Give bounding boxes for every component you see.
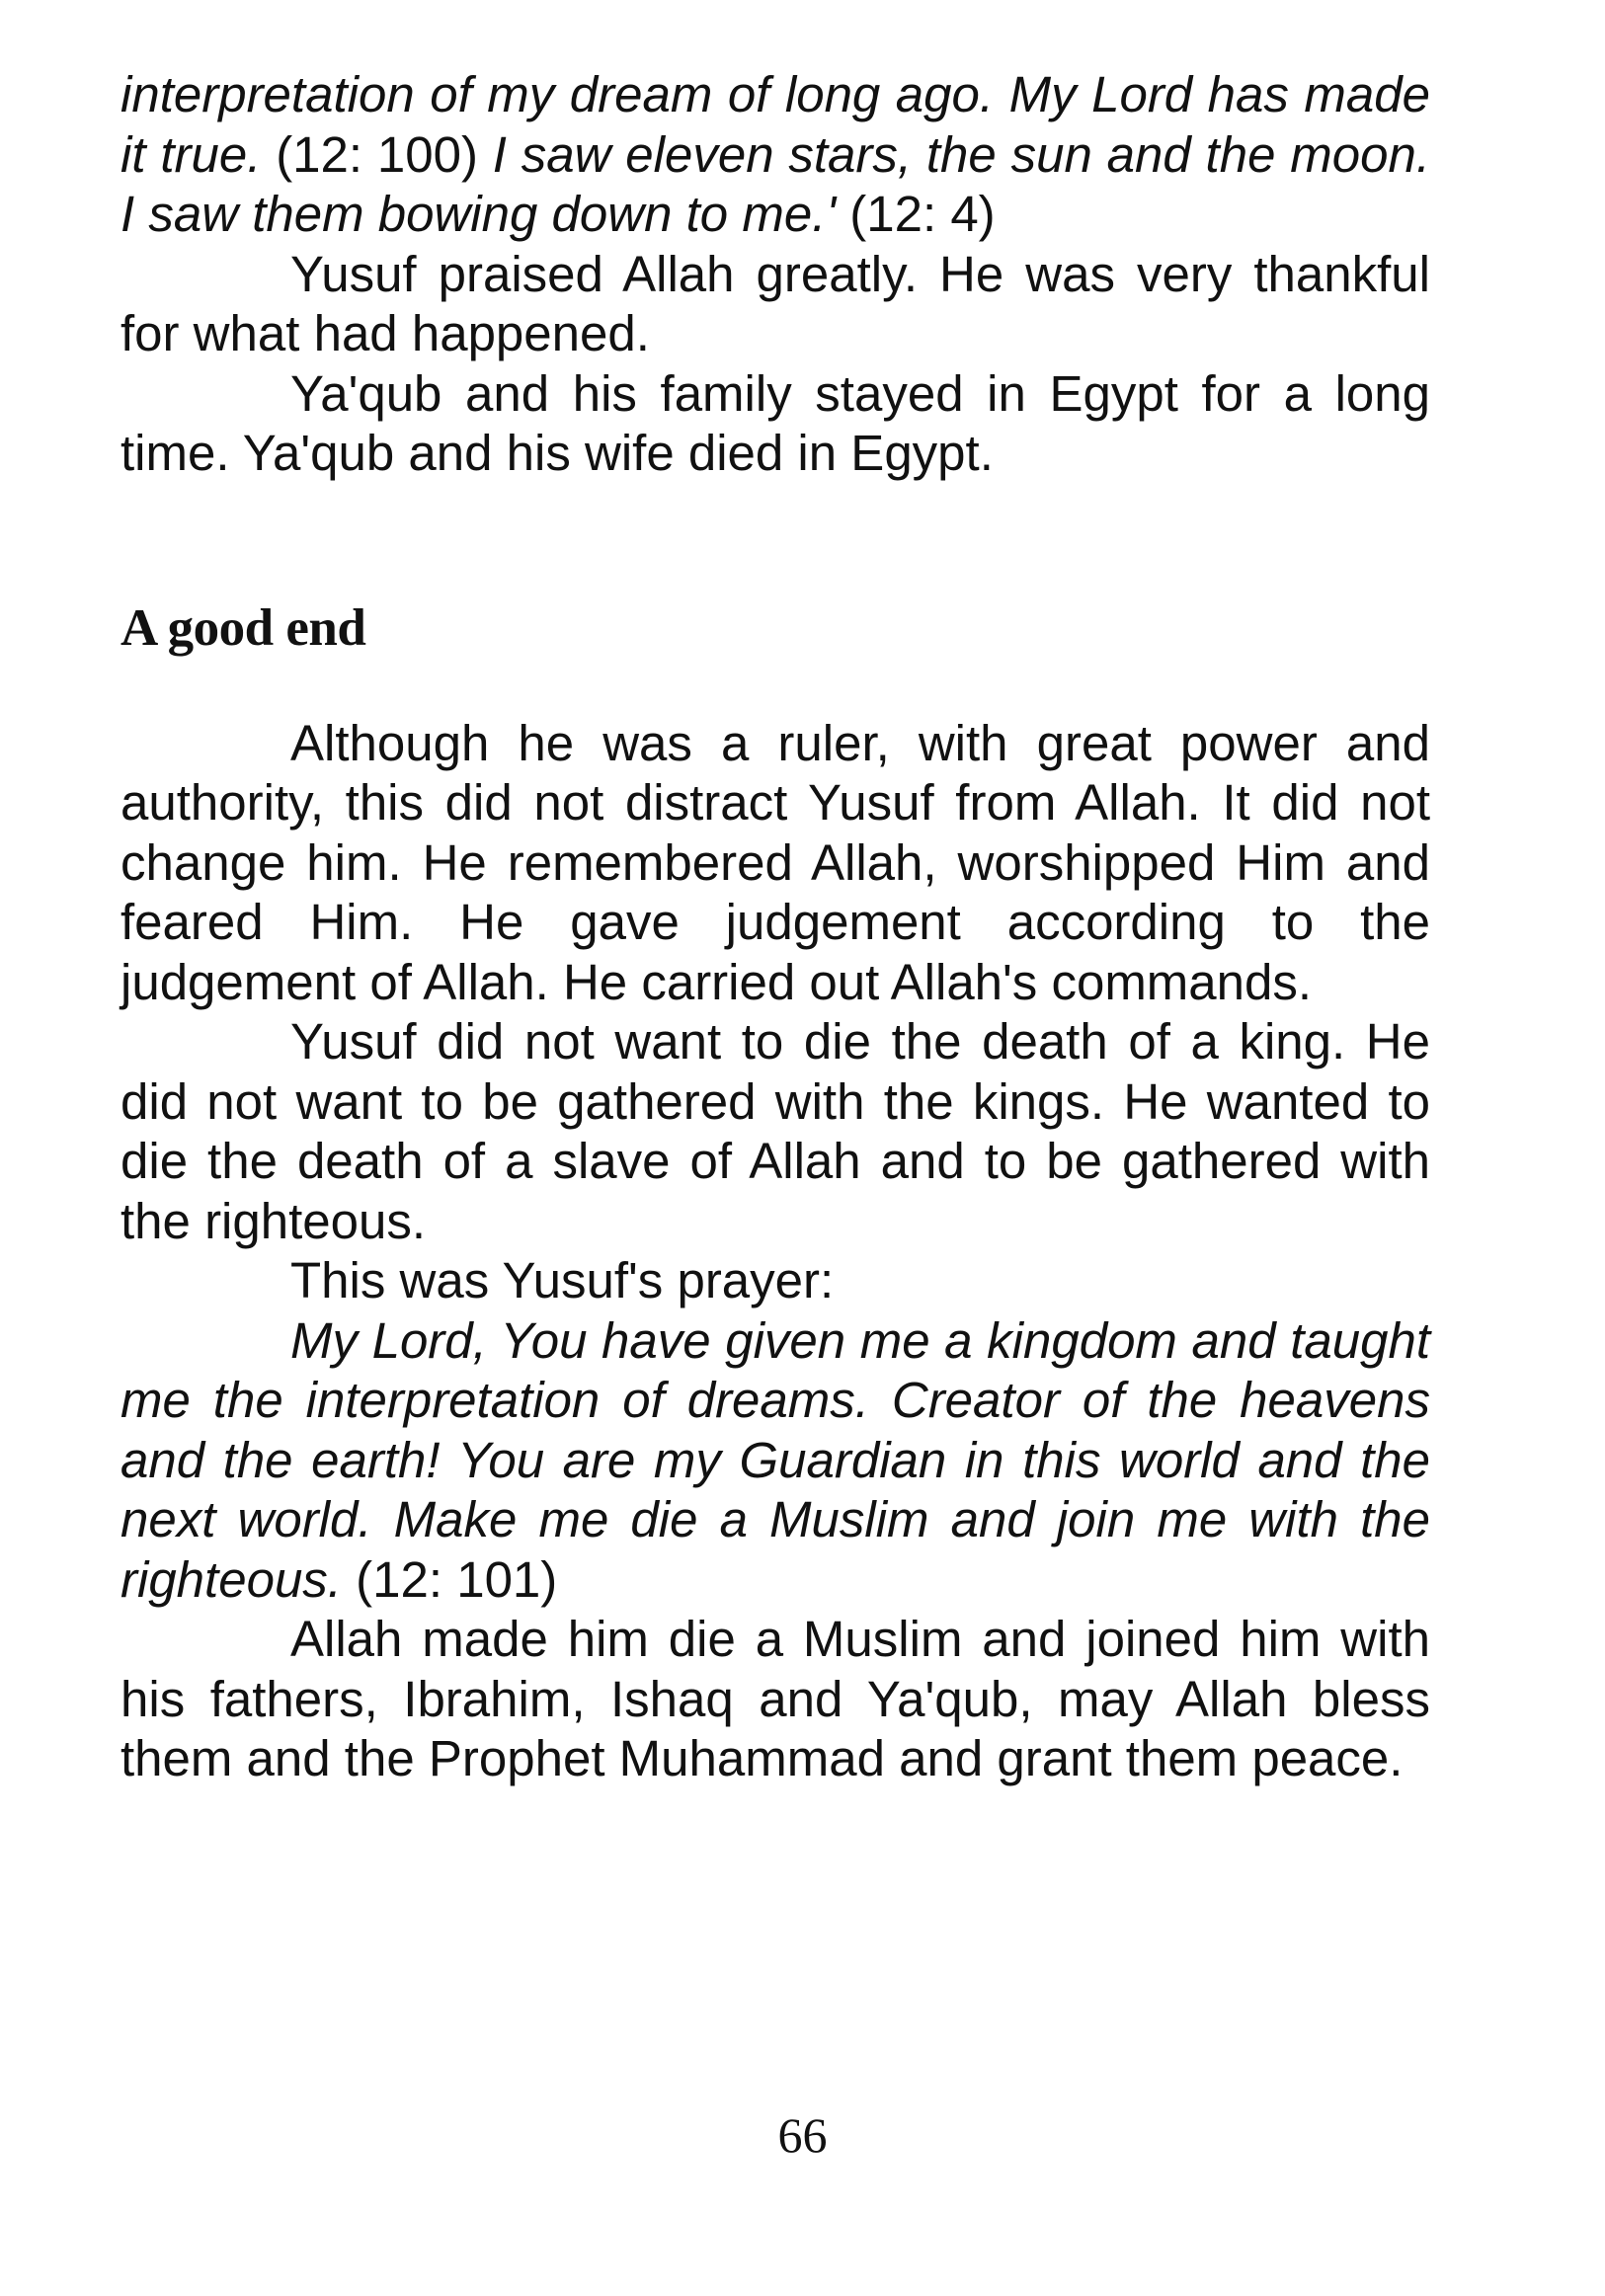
- continued-quote-paragraph: [120, 65, 1430, 245]
- paragraph-praise: Yusuf praised Allah greatly. He was very thankful for what had happened.: [120, 245, 1430, 361]
- quote-text-2: I saw eleven stars, the sun and the moon. I saw them bowing down to me.': [120, 125, 1430, 242]
- paragraph-death: Yusuf did not want to die the death of a king. He did not want to be gathered with the kings. He wanted to die the death of a slave of Allah and to be gathered with the righteous.: [120, 1013, 1430, 1249]
- quote-reference-1: (12: 100): [261, 125, 493, 183]
- prayer-quote: [120, 1311, 1430, 1611]
- section-heading: A good end: [120, 598, 366, 657]
- paragraph-ruler: Although he was a ruler, with great power and authority, this did not distract Yusuf from Allah. It did not change him. He remembered Allah, worshipped Him and feared Him. He gave judgement according to the judgement of Allah. He carried out Allah's commands.: [120, 714, 1430, 1010]
- page-body: [120, 65, 1430, 1789]
- quote-text-1: interpretation of my dream of long ago. My Lord has made it true.: [120, 66, 1430, 183]
- prayer-reference: (12: 101): [341, 1550, 558, 1608]
- paragraph-closing: Allah made him die a Muslim and joined him with his fathers, Ibrahim, Ishaq and Ya'qub, may Allah bless them and the Prophet Muhammad and grant them peace.: [120, 1611, 1430, 1786]
- quote-reference-2: (12: 4): [836, 186, 996, 242]
- paragraph-prayer-intro: This was Yusuf's prayer:: [290, 1252, 835, 1308]
- paragraph-egypt: Ya'qub and his family stayed in Egypt for a long time. Ya'qub and his wife died in Egypt.: [120, 364, 1430, 481]
- page-number: 66: [777, 2107, 828, 2163]
- prayer-text: My Lord, You have given me a kingdom and taught me the interpretation of dreams. Creator of the heavens and the earth! You are my Guardian in this world and the next world. Make me die a Muslim and join me with the righteous.: [120, 1311, 1430, 1608]
